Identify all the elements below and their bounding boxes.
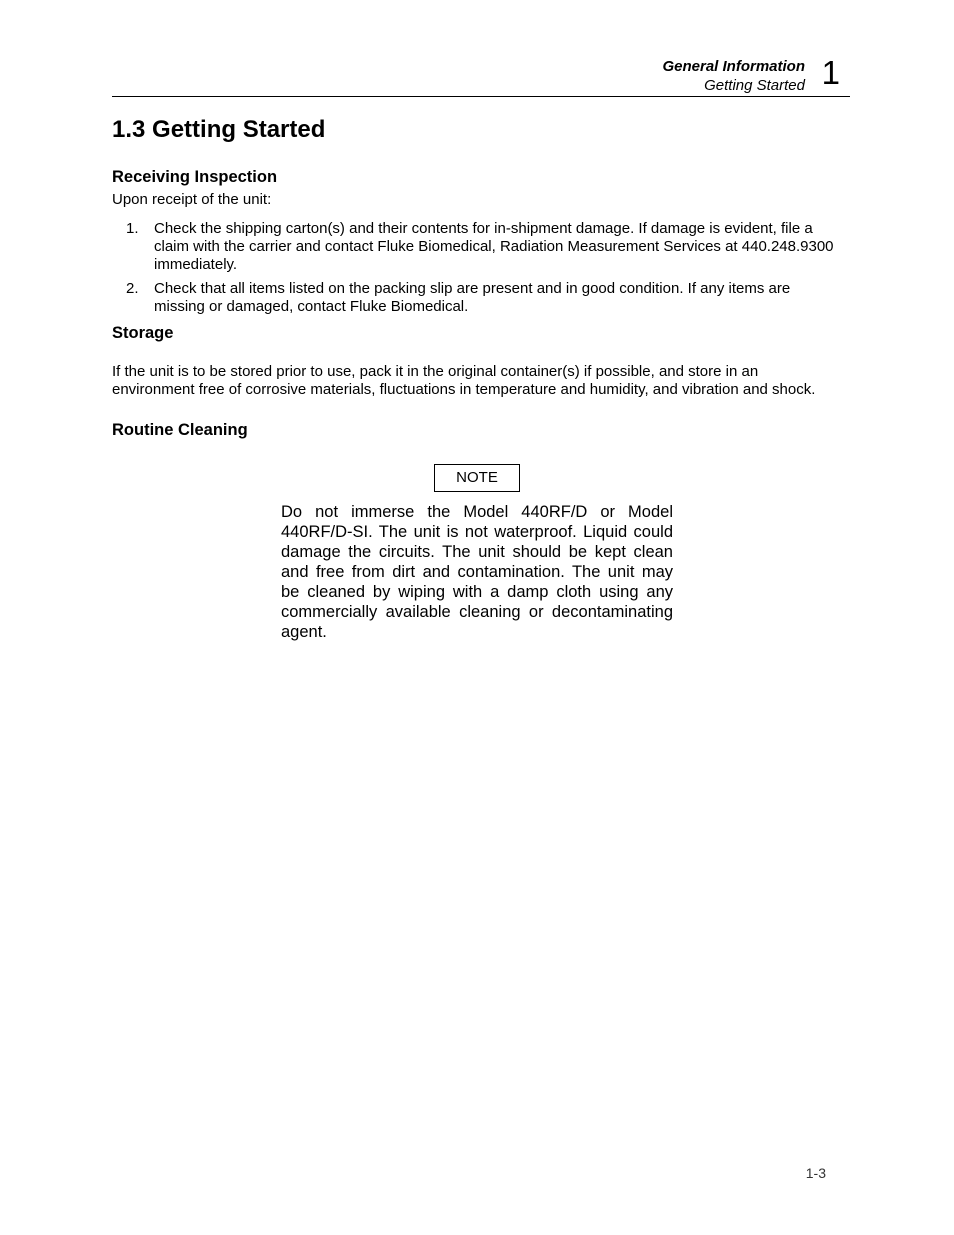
- page-title: 1.3 Getting Started: [112, 116, 326, 143]
- receiving-inspection-heading: Receiving Inspection: [112, 168, 278, 186]
- note-body-text: Do not immerse the Model 440RF/D or Model 440RF/D-SI. The unit is not waterproof. Liquid could damage the circuits. The unit should be kept clean and free from dirt and contamination. The unit may be cleaned by wiping with a damp cloth using any commercially available cleaning or decontaminating agent.: [281, 503, 673, 641]
- list-item-text: Check that all items listed on the packing slip are present and in good condition. If any items are missing or damaged, contact Fluke Biomedical.: [154, 280, 791, 315]
- list-item-text: Check the shipping carton(s) and their contents for in-shipment damage. If damage is evident, file a claim with the carrier and contact Fluke Biomedical, Radiation Measurement Services at 440.248.9300 immediately.: [154, 220, 834, 273]
- header-section-title: General Information: [662, 58, 805, 75]
- storage-paragraph: If the unit is to be stored prior to use, pack it in the original container(s) if possible, and store in an environment free of corrosive materials, fluctuations in temperature and humidity, and vibration and shock.: [112, 363, 816, 398]
- list-item-number: 1.: [126, 220, 139, 237]
- running-header: [112, 54, 850, 97]
- header-subsection-title: Getting Started: [704, 77, 805, 94]
- note-label-box: NOTE: [434, 464, 520, 492]
- receiving-steps-list: [112, 220, 836, 316]
- receiving-intro: Upon receipt of the unit:: [112, 191, 272, 208]
- list-item-number: 2.: [126, 280, 139, 297]
- storage-heading: Storage: [112, 324, 174, 342]
- routine-cleaning-heading: Routine Cleaning: [112, 421, 248, 439]
- list-item: [112, 280, 836, 316]
- header-text: [662, 57, 805, 95]
- main-content: [112, 114, 836, 441]
- header-chapter-number: 1: [821, 54, 840, 91]
- page-number: 1-3: [805, 1165, 826, 1181]
- list-item: [112, 220, 836, 274]
